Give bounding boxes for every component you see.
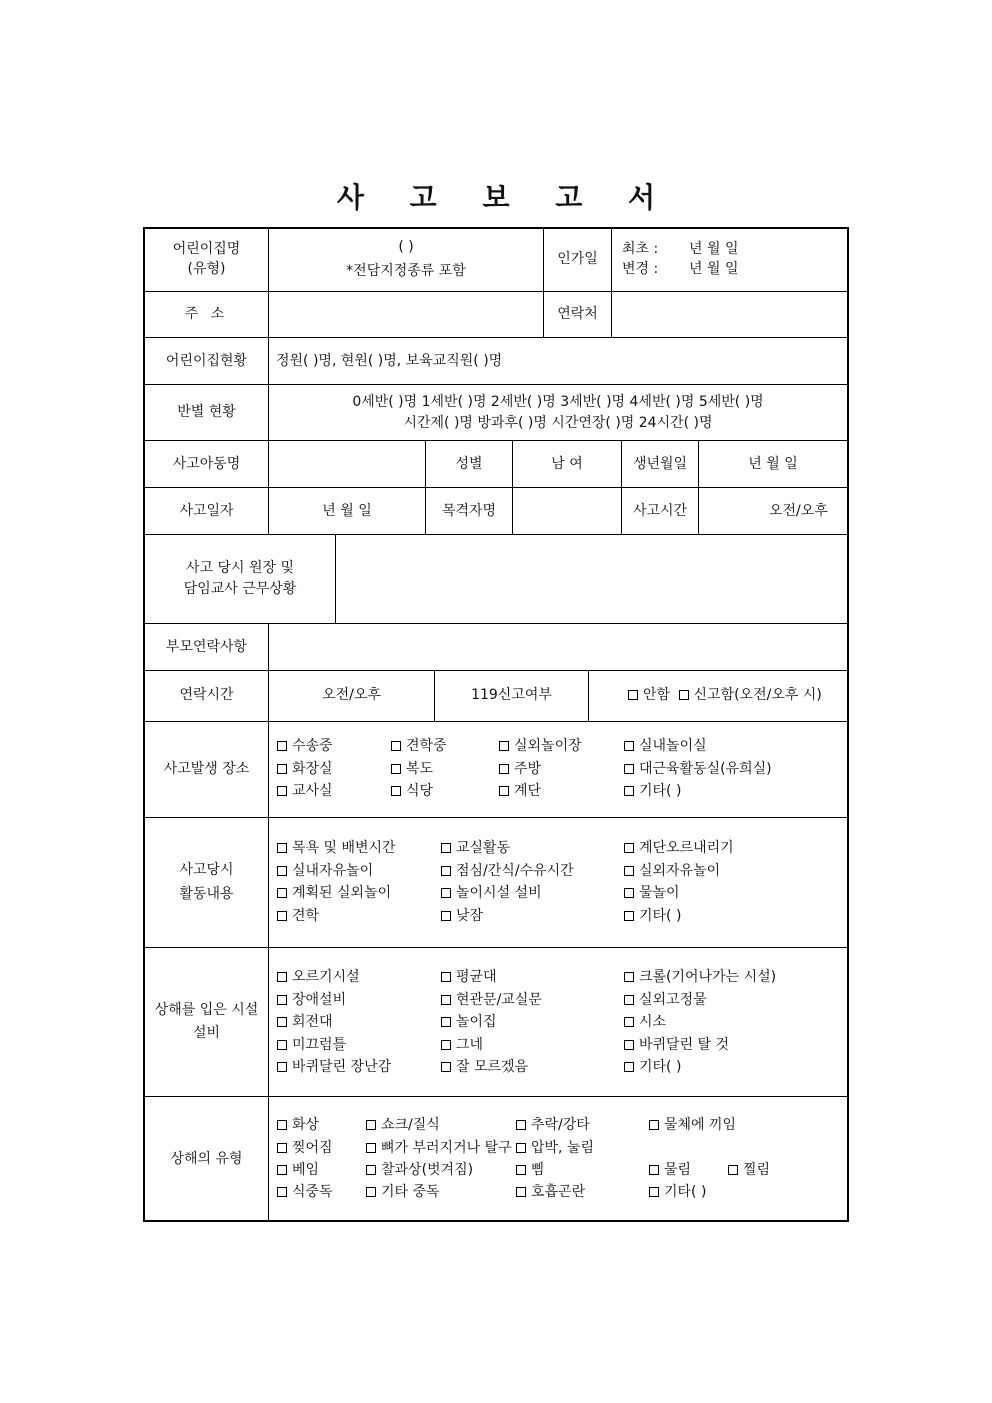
checkbox-icon[interactable] xyxy=(624,1017,634,1027)
checkbox-icon[interactable] xyxy=(499,741,509,751)
injury-option[interactable] xyxy=(649,1159,691,1182)
facility-option-label: 평균대 xyxy=(456,969,497,985)
report119-yes-label: 신고함(오전/오후 시) xyxy=(693,687,822,703)
checkbox-icon[interactable] xyxy=(366,1143,376,1153)
checkbox-icon[interactable] xyxy=(277,1143,287,1153)
injury-option[interactable] xyxy=(366,1137,512,1160)
contact-label: 연락처 xyxy=(557,306,598,322)
location-option[interactable] xyxy=(624,735,707,758)
facility-option[interactable] xyxy=(441,989,542,1012)
checkbox-icon[interactable] xyxy=(366,1120,376,1130)
status-label: 어린이집현황 xyxy=(165,353,248,369)
checkbox-icon[interactable] xyxy=(441,888,451,898)
checkbox-icon[interactable] xyxy=(624,843,634,853)
facility-option-label: 잘 모르겠음 xyxy=(456,1059,529,1075)
facility-option-label: 시소 xyxy=(639,1014,667,1030)
injury-option[interactable] xyxy=(366,1159,473,1182)
location-option[interactable] xyxy=(277,780,333,803)
checkbox-icon[interactable] xyxy=(277,1120,287,1130)
activity-option[interactable] xyxy=(624,905,681,928)
injury-option[interactable] xyxy=(516,1159,545,1182)
report-form xyxy=(143,227,849,1222)
approval-date-label: 인가일 xyxy=(557,251,598,267)
activity-option-label: 교실활동 xyxy=(456,840,511,856)
activity-option-label: 실외자유놀이 xyxy=(639,863,721,879)
location-option[interactable] xyxy=(499,780,541,803)
checkbox-icon[interactable] xyxy=(441,1062,451,1072)
injury-option-label: 화상 xyxy=(292,1117,320,1133)
location-option-label: 복도 xyxy=(406,761,434,777)
checkbox-icon[interactable] xyxy=(391,764,401,774)
checkbox-icon[interactable] xyxy=(277,1165,287,1175)
activity-option-label: 점심/간식/수유시간 xyxy=(456,863,574,879)
location-option[interactable] xyxy=(391,780,433,803)
injury-option-label: 압박, 눌림 xyxy=(531,1140,594,1156)
location-option-label: 기타( ) xyxy=(639,783,682,799)
facility-option-label: 바퀴달린 탈 것 xyxy=(639,1037,730,1053)
activity-option-label: 계단오르내리기 xyxy=(639,840,734,856)
facility-option[interactable] xyxy=(277,966,360,989)
facility-option[interactable] xyxy=(441,1011,497,1034)
checkbox-icon[interactable] xyxy=(624,1040,634,1050)
checkbox-icon[interactable] xyxy=(441,995,451,1005)
activity-option[interactable] xyxy=(277,860,373,883)
facility-option[interactable] xyxy=(277,1056,391,1079)
injury-option[interactable] xyxy=(728,1159,770,1182)
location-option[interactable] xyxy=(624,758,772,781)
checkbox-icon[interactable] xyxy=(624,972,634,982)
checkbox-icon[interactable] xyxy=(277,786,287,796)
approval-first-date[interactable]: 년 월 일 xyxy=(689,241,739,257)
injury-option-label: 뼈가 부러지거나 탈구 xyxy=(381,1140,512,1156)
facility-option[interactable] xyxy=(624,1011,666,1034)
checkbox-icon[interactable] xyxy=(441,866,451,876)
center-type-label: (유형) xyxy=(187,261,226,277)
activity-option[interactable] xyxy=(624,860,720,883)
checkbox-icon[interactable] xyxy=(624,888,634,898)
status-value[interactable]: 정원( )명, 현원( )명, 보육교직원( )명 xyxy=(276,353,503,369)
checkbox-icon[interactable] xyxy=(277,911,287,921)
checkbox-icon[interactable] xyxy=(277,843,287,853)
facility-option-label: 그네 xyxy=(456,1037,484,1053)
activity-option[interactable] xyxy=(277,905,319,928)
injury-option-label: 삠 xyxy=(531,1162,545,1178)
duty-label-1: 사고 당시 원장 및 xyxy=(185,560,295,576)
activity-option-label: 낮잠 xyxy=(456,908,484,924)
checkbox-icon[interactable] xyxy=(624,995,634,1005)
checkbox-icon[interactable] xyxy=(441,972,451,982)
activity-option-label: 물놀이 xyxy=(639,885,680,901)
checkbox-icon[interactable] xyxy=(649,1165,659,1175)
report119-yes-checkbox[interactable] xyxy=(679,690,689,700)
duty-label-2: 담임교사 근무상황 xyxy=(183,581,297,597)
facility-label-2: 설비 xyxy=(192,1025,221,1041)
injury-option-label: 기타 중독 xyxy=(381,1184,440,1200)
location-option[interactable] xyxy=(277,735,333,758)
checkbox-icon[interactable] xyxy=(277,995,287,1005)
activity-option[interactable] xyxy=(277,882,391,905)
location-option-label: 대근육활동실(유희실) xyxy=(639,761,772,777)
checkbox-icon[interactable] xyxy=(624,866,634,876)
gender-value[interactable]: 남 여 xyxy=(551,456,583,472)
injury-label: 상해의 유형 xyxy=(170,1151,243,1167)
injury-option-label: 물체에 끼임 xyxy=(664,1117,737,1133)
location-option-label: 화장실 xyxy=(292,761,333,777)
incident-date-label: 사고일자 xyxy=(179,503,234,519)
location-option-label: 실외놀이장 xyxy=(514,738,582,754)
checkbox-icon[interactable] xyxy=(624,1062,634,1072)
checkbox-icon[interactable] xyxy=(624,911,634,921)
facility-option[interactable] xyxy=(624,989,707,1012)
injury-option[interactable] xyxy=(277,1159,319,1182)
facility-option-label: 오르기시설 xyxy=(292,969,360,985)
child-name-label: 사고아동명 xyxy=(172,456,241,472)
facility-option[interactable] xyxy=(441,966,497,989)
injury-option[interactable] xyxy=(649,1114,736,1137)
location-option-label: 계단 xyxy=(514,783,542,799)
activity-option[interactable] xyxy=(441,860,574,883)
activity-option-label: 실내자유놀이 xyxy=(292,863,374,879)
incident-time-label: 사고시간 xyxy=(632,503,688,519)
activity-option[interactable] xyxy=(441,905,483,928)
checkbox-icon[interactable] xyxy=(499,764,509,774)
facility-option[interactable] xyxy=(441,1056,528,1079)
report119-no-checkbox[interactable] xyxy=(628,690,638,700)
center-name-note: *전담지정종류 포함 xyxy=(346,263,466,279)
approval-change-label: 변경 : xyxy=(622,261,659,277)
location-option[interactable] xyxy=(391,758,433,781)
checkbox-icon[interactable] xyxy=(728,1165,738,1175)
gender-label: 성별 xyxy=(455,456,483,472)
facility-option[interactable] xyxy=(624,1034,729,1057)
facility-option-label: 바퀴달린 장난감 xyxy=(292,1059,392,1075)
injury-option-label: 쇼크/질식 xyxy=(381,1117,440,1133)
facility-option-label: 실외고정물 xyxy=(639,992,707,1008)
facility-option-label: 회전대 xyxy=(292,1014,333,1030)
facility-option[interactable] xyxy=(624,966,776,989)
checkbox-icon[interactable] xyxy=(516,1120,526,1130)
injury-option-label: 찰과상(벗겨짐) xyxy=(381,1162,474,1178)
injury-option[interactable] xyxy=(277,1137,333,1160)
facility-option-label: 현관문/교실문 xyxy=(456,992,542,1008)
facility-option[interactable] xyxy=(277,1011,333,1034)
injury-option-label: 물림 xyxy=(664,1162,692,1178)
injury-option[interactable] xyxy=(277,1181,333,1204)
report119-label: 119신고여부 xyxy=(471,687,552,703)
report119-options xyxy=(628,684,822,706)
checkbox-icon[interactable] xyxy=(277,764,287,774)
activity-option-label: 목욕 및 배변시간 xyxy=(292,840,396,856)
injury-option[interactable] xyxy=(366,1114,440,1137)
activity-option-label: 놀이시설 설비 xyxy=(456,885,542,901)
facility-option[interactable] xyxy=(277,1034,346,1057)
location-option-label: 실내놀이실 xyxy=(639,738,707,754)
location-option-label: 식당 xyxy=(406,783,434,799)
facility-option-label: 미끄럼틀 xyxy=(292,1037,347,1053)
contact-time-ampm[interactable]: 오전/오후 xyxy=(322,687,381,703)
checkbox-icon[interactable] xyxy=(499,786,509,796)
location-option[interactable] xyxy=(391,735,447,758)
activity-option[interactable] xyxy=(624,837,734,860)
checkbox-icon[interactable] xyxy=(391,786,401,796)
injury-option-label: 기타( ) xyxy=(664,1184,707,1200)
incident-date-value[interactable]: 년 월 일 xyxy=(322,503,372,519)
activity-option-label: 기타( ) xyxy=(639,908,682,924)
facility-option-label: 놀이집 xyxy=(456,1014,497,1030)
location-option-label: 주방 xyxy=(514,761,542,777)
activity-option-label: 견학 xyxy=(292,908,320,924)
activity-option-label: 계획된 실외놀이 xyxy=(292,885,392,901)
injury-option[interactable] xyxy=(649,1181,706,1204)
location-option-label: 교사실 xyxy=(292,783,333,799)
facility-option-label: 크롤(기어나가는 시설) xyxy=(639,969,777,985)
facility-label-1: 상해를 입은 시설 xyxy=(154,1002,259,1018)
activity-label-1: 사고당시 xyxy=(179,862,234,878)
checkbox-icon[interactable] xyxy=(277,866,287,876)
location-option[interactable] xyxy=(624,780,681,803)
location-option-label: 견학중 xyxy=(406,738,447,754)
injury-option-label: 베임 xyxy=(292,1162,320,1178)
approval-change-date[interactable]: 년 월 일 xyxy=(689,261,739,277)
checkbox-icon[interactable] xyxy=(624,764,634,774)
injury-option[interactable] xyxy=(516,1137,594,1160)
checkbox-icon[interactable] xyxy=(277,1017,287,1027)
location-label: 사고발생 장소 xyxy=(163,761,250,777)
page-title: 사 고 보 고 서 xyxy=(336,181,674,214)
checkbox-icon[interactable] xyxy=(441,1017,451,1027)
checkbox-icon[interactable] xyxy=(516,1187,526,1197)
facility-option-label: 장애설비 xyxy=(292,992,347,1008)
checkbox-icon[interactable] xyxy=(441,1040,451,1050)
injury-option-label: 호흡곤란 xyxy=(531,1184,586,1200)
birth-label: 생년월일 xyxy=(632,456,688,472)
facility-option[interactable] xyxy=(441,1034,483,1057)
checkbox-icon[interactable] xyxy=(649,1120,659,1130)
injury-option[interactable] xyxy=(516,1114,590,1137)
checkbox-icon[interactable] xyxy=(516,1165,526,1175)
facility-option[interactable] xyxy=(624,1056,681,1079)
activity-option[interactable] xyxy=(624,882,680,905)
location-option[interactable] xyxy=(277,758,333,781)
facility-option-label: 기타( ) xyxy=(639,1059,682,1075)
location-option[interactable] xyxy=(499,758,541,781)
checkbox-icon[interactable] xyxy=(277,741,287,751)
contact-time-label: 연락시간 xyxy=(179,687,234,703)
checkbox-icon[interactable] xyxy=(277,1062,287,1072)
checkbox-icon[interactable] xyxy=(277,888,287,898)
witness-label: 목격자명 xyxy=(441,503,497,519)
center-name-label: 어린이집명 xyxy=(172,241,241,257)
activity-option[interactable] xyxy=(441,837,510,860)
incident-time-value[interactable]: 오전/오후 xyxy=(769,503,828,519)
classes-label: 반별 현황 xyxy=(177,404,236,420)
location-option[interactable] xyxy=(499,735,582,758)
activity-option[interactable] xyxy=(441,882,542,905)
facility-option[interactable] xyxy=(277,989,346,1012)
checkbox-icon[interactable] xyxy=(649,1187,659,1197)
address-label: 주 소 xyxy=(184,306,229,322)
checkbox-icon[interactable] xyxy=(277,1040,287,1050)
report119-no-label: 안함 xyxy=(643,687,671,703)
approval-first-label: 최초 : xyxy=(622,241,659,257)
injury-option-label: 찔림 xyxy=(743,1162,771,1178)
injury-option-label: 식중독 xyxy=(292,1184,333,1200)
checkbox-icon[interactable] xyxy=(516,1143,526,1153)
injury-option-label: 찢어짐 xyxy=(292,1140,333,1156)
activity-option[interactable] xyxy=(277,837,396,860)
checkbox-icon[interactable] xyxy=(624,741,634,751)
center-name-field[interactable]: ( ) xyxy=(398,239,414,255)
location-option-label: 수송중 xyxy=(292,738,333,754)
checkbox-icon[interactable] xyxy=(366,1187,376,1197)
injury-option-label: 추락/강타 xyxy=(531,1117,590,1133)
checkbox-icon[interactable] xyxy=(441,911,451,921)
injury-option[interactable] xyxy=(366,1181,440,1204)
classes-line1[interactable]: 0세반( )명 1세반( )명 2세반( )명 3세반( )명 4세반( )명 5세반( )명 xyxy=(352,394,764,410)
checkbox-icon[interactable] xyxy=(441,843,451,853)
injury-option[interactable] xyxy=(516,1181,585,1204)
parent-contact-label: 부모연락사항 xyxy=(165,639,248,655)
checkbox-icon[interactable] xyxy=(277,1187,287,1197)
activity-label-2: 활동내용 xyxy=(179,886,234,902)
classes-line2[interactable]: 시간제( )명 방과후( )명 시간연장( )명 24시간( )명 xyxy=(403,415,713,431)
checkbox-icon[interactable] xyxy=(277,972,287,982)
checkbox-icon[interactable] xyxy=(624,786,634,796)
checkbox-icon[interactable] xyxy=(366,1165,376,1175)
checkbox-icon[interactable] xyxy=(391,741,401,751)
birth-value[interactable]: 년 월 일 xyxy=(748,456,798,472)
injury-option[interactable] xyxy=(277,1114,319,1137)
